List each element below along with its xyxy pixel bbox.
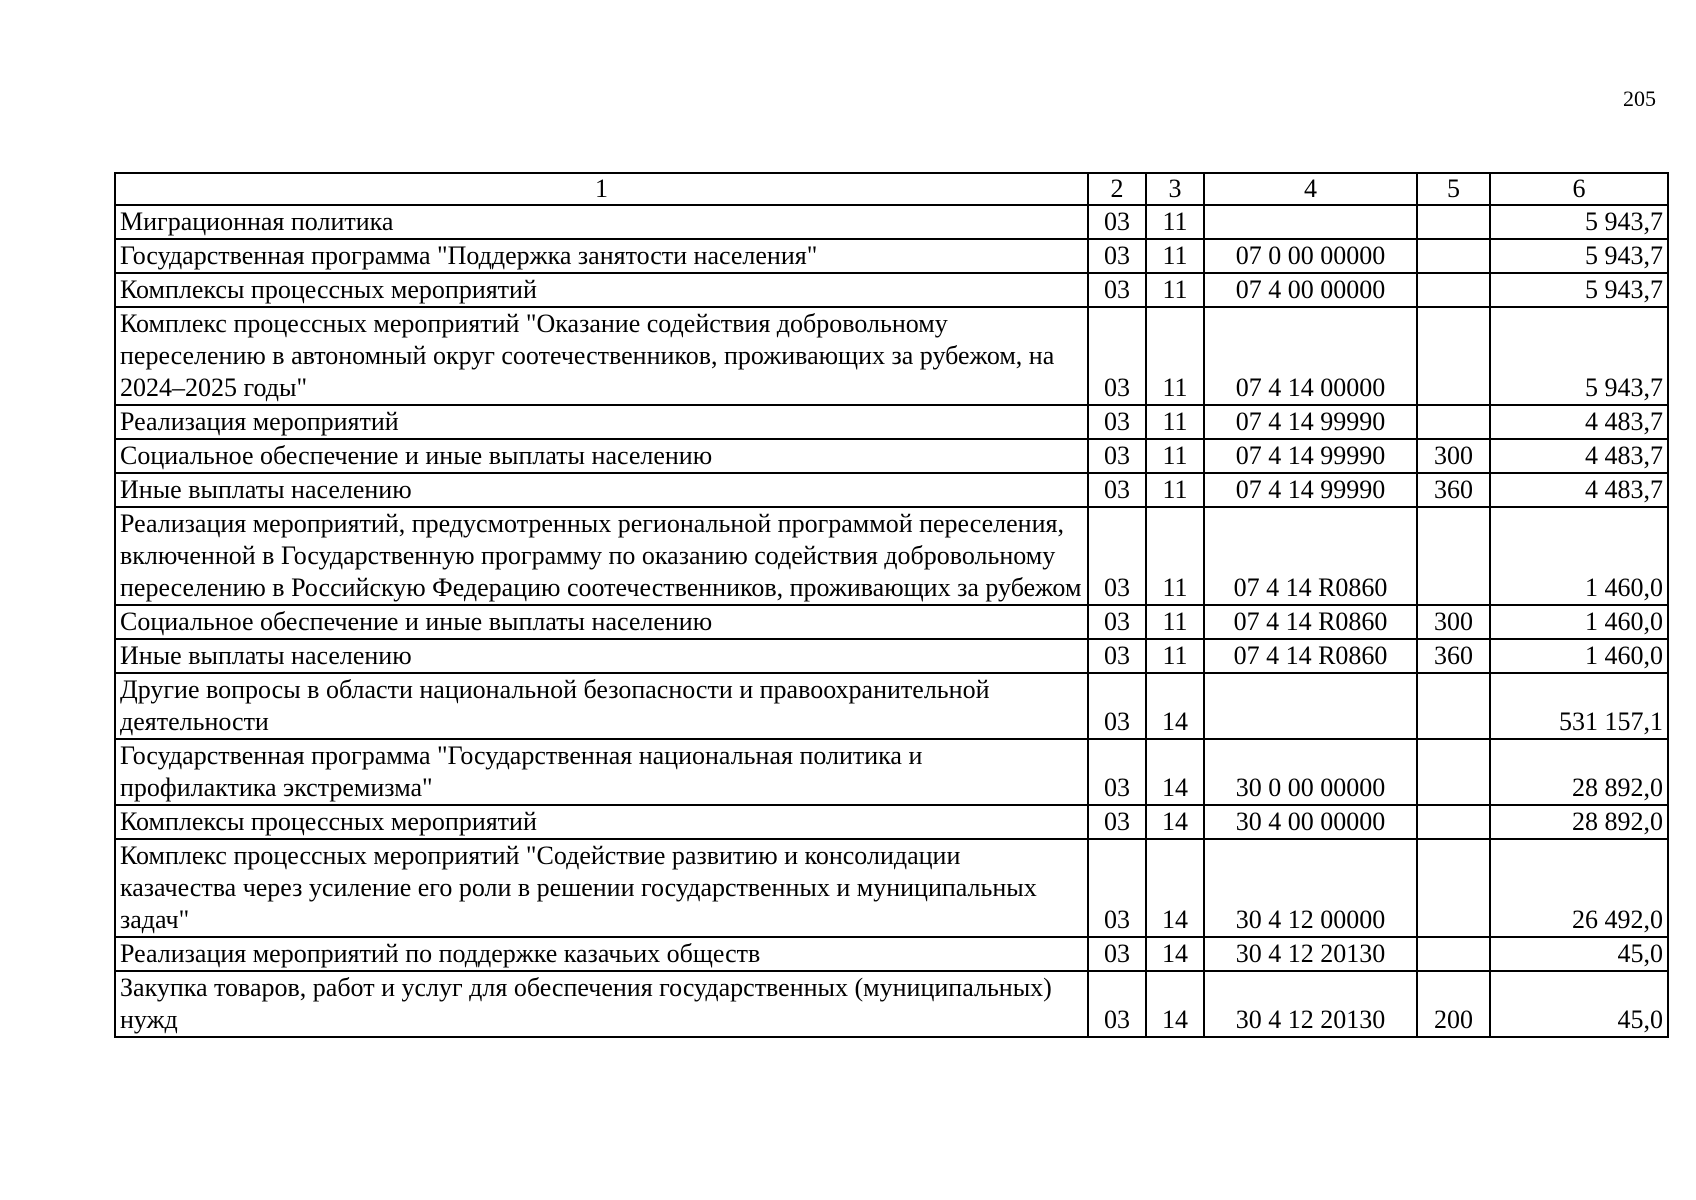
row-amount-cell: 5 943,7: [1490, 273, 1668, 307]
table-row: [115, 673, 1668, 739]
row-subsection-cell: 11: [1146, 307, 1204, 405]
row-target-article-cell: 30 4 12 20130: [1204, 971, 1417, 1037]
header-col-5: 5: [1417, 173, 1490, 205]
row-target-article-cell: 30 4 12 00000: [1204, 839, 1417, 937]
row-expense-type-cell: 360: [1417, 639, 1490, 673]
table-row: [115, 805, 1668, 839]
row-section-cell: 03: [1088, 405, 1146, 439]
header-col-4: 4: [1204, 173, 1417, 205]
row-name-cell: Государственная программа "Поддержка занятости населения": [115, 239, 1088, 273]
row-subsection-cell: 11: [1146, 239, 1204, 273]
row-expense-type-cell: [1417, 839, 1490, 937]
row-section-cell: 03: [1088, 639, 1146, 673]
table-row: [115, 273, 1668, 307]
table-row: [115, 405, 1668, 439]
row-section-cell: 03: [1088, 307, 1146, 405]
row-target-article-cell: 07 4 14 99990: [1204, 405, 1417, 439]
table-row: [115, 205, 1668, 239]
row-section-cell: 03: [1088, 805, 1146, 839]
row-amount-cell: 531 157,1: [1490, 673, 1668, 739]
row-target-article-cell: 07 4 14 99990: [1204, 439, 1417, 473]
header-col-6: 6: [1490, 173, 1668, 205]
row-target-article-cell: 07 4 00 00000: [1204, 273, 1417, 307]
row-name-cell: Иные выплаты населению: [115, 473, 1088, 507]
row-subsection-cell: 14: [1146, 805, 1204, 839]
row-subsection-cell: 11: [1146, 639, 1204, 673]
row-name-cell: Социальное обеспечение и иные выплаты населению: [115, 439, 1088, 473]
row-amount-cell: 4 483,7: [1490, 473, 1668, 507]
table-row: [115, 971, 1668, 1037]
row-amount-cell: 5 943,7: [1490, 239, 1668, 273]
row-section-cell: 03: [1088, 239, 1146, 273]
row-amount-cell: 5 943,7: [1490, 307, 1668, 405]
row-amount-cell: 28 892,0: [1490, 739, 1668, 805]
row-name-cell: Иные выплаты населению: [115, 639, 1088, 673]
row-amount-cell: 28 892,0: [1490, 805, 1668, 839]
header-col-1: 1: [115, 173, 1088, 205]
row-expense-type-cell: 300: [1417, 605, 1490, 639]
row-section-cell: 03: [1088, 839, 1146, 937]
table-row: [115, 605, 1668, 639]
row-expense-type-cell: [1417, 805, 1490, 839]
row-name-cell: Государственная программа "Государственная национальная политика и профилактика экстремизма": [115, 739, 1088, 805]
row-expense-type-cell: 360: [1417, 473, 1490, 507]
row-subsection-cell: 14: [1146, 739, 1204, 805]
table-row: [115, 439, 1668, 473]
row-expense-type-cell: [1417, 405, 1490, 439]
row-amount-cell: 45,0: [1490, 937, 1668, 971]
row-target-article-cell: 07 4 14 R0860: [1204, 507, 1417, 605]
row-expense-type-cell: [1417, 205, 1490, 239]
table-row: [115, 839, 1668, 937]
row-name-cell: Комплексы процессных мероприятий: [115, 805, 1088, 839]
row-expense-type-cell: [1417, 273, 1490, 307]
row-name-cell: Комплекс процессных мероприятий "Содействие развитию и консолидации казачества через усиление его роли в решении государственных и муниципальных задач": [115, 839, 1088, 937]
row-name-cell: Закупка товаров, работ и услуг для обеспечения государственных (муниципальных) нужд: [115, 971, 1088, 1037]
row-name-cell: Другие вопросы в области национальной безопасности и правоохранительной деятельности: [115, 673, 1088, 739]
row-name-cell: Реализация мероприятий: [115, 405, 1088, 439]
row-target-article-cell: 30 0 00 00000: [1204, 739, 1417, 805]
row-subsection-cell: 11: [1146, 605, 1204, 639]
header-col-2: 2: [1088, 173, 1146, 205]
row-amount-cell: 5 943,7: [1490, 205, 1668, 239]
row-section-cell: 03: [1088, 473, 1146, 507]
row-subsection-cell: 11: [1146, 473, 1204, 507]
row-section-cell: 03: [1088, 937, 1146, 971]
row-section-cell: 03: [1088, 605, 1146, 639]
row-subsection-cell: 14: [1146, 839, 1204, 937]
budget-table: [114, 172, 1669, 1038]
row-target-article-cell: 07 4 14 99990: [1204, 473, 1417, 507]
row-subsection-cell: 14: [1146, 673, 1204, 739]
row-name-cell: Реализация мероприятий, предусмотренных региональной программой переселения, включенной в Государственную программу по оказанию содействия добровольному переселению в Российскую Федерацию соотечественников, проживающих за рубежом: [115, 507, 1088, 605]
row-subsection-cell: 11: [1146, 205, 1204, 239]
row-subsection-cell: 11: [1146, 507, 1204, 605]
row-amount-cell: 45,0: [1490, 971, 1668, 1037]
page-number: 205: [1623, 86, 1656, 111]
row-expense-type-cell: [1417, 937, 1490, 971]
row-section-cell: 03: [1088, 273, 1146, 307]
row-target-article-cell: [1204, 673, 1417, 739]
row-amount-cell: 4 483,7: [1490, 439, 1668, 473]
row-target-article-cell: [1204, 205, 1417, 239]
table-row: [115, 473, 1668, 507]
row-target-article-cell: 07 4 14 R0860: [1204, 605, 1417, 639]
table-body: [115, 205, 1668, 1037]
table-row: [115, 937, 1668, 971]
row-expense-type-cell: 200: [1417, 971, 1490, 1037]
row-name-cell: Социальное обеспечение и иные выплаты населению: [115, 605, 1088, 639]
row-section-cell: 03: [1088, 507, 1146, 605]
row-section-cell: 03: [1088, 739, 1146, 805]
row-section-cell: 03: [1088, 205, 1146, 239]
row-target-article-cell: 07 4 14 00000: [1204, 307, 1417, 405]
row-section-cell: 03: [1088, 439, 1146, 473]
row-subsection-cell: 14: [1146, 971, 1204, 1037]
row-amount-cell: 1 460,0: [1490, 507, 1668, 605]
row-expense-type-cell: [1417, 673, 1490, 739]
row-amount-cell: 4 483,7: [1490, 405, 1668, 439]
table-row: [115, 307, 1668, 405]
row-section-cell: 03: [1088, 673, 1146, 739]
table-header-row: [115, 173, 1668, 205]
row-name-cell: Миграционная политика: [115, 205, 1088, 239]
row-amount-cell: 1 460,0: [1490, 605, 1668, 639]
row-amount-cell: 26 492,0: [1490, 839, 1668, 937]
row-expense-type-cell: 300: [1417, 439, 1490, 473]
row-name-cell: Реализация мероприятий по поддержке казачьих обществ: [115, 937, 1088, 971]
row-subsection-cell: 11: [1146, 273, 1204, 307]
row-amount-cell: 1 460,0: [1490, 639, 1668, 673]
table-row: [115, 639, 1668, 673]
table-row: [115, 239, 1668, 273]
row-name-cell: Комплекс процессных мероприятий "Оказание содействия добровольному переселению в автономный округ соотечественников, проживающих за рубежом, на 2024–2025 годы": [115, 307, 1088, 405]
row-name-cell: Комплексы процессных мероприятий: [115, 273, 1088, 307]
row-target-article-cell: 30 4 00 00000: [1204, 805, 1417, 839]
header-col-3: 3: [1146, 173, 1204, 205]
row-expense-type-cell: [1417, 739, 1490, 805]
row-subsection-cell: 11: [1146, 405, 1204, 439]
row-subsection-cell: 14: [1146, 937, 1204, 971]
table-row: [115, 739, 1668, 805]
row-target-article-cell: 07 4 14 R0860: [1204, 639, 1417, 673]
row-target-article-cell: 30 4 12 20130: [1204, 937, 1417, 971]
row-expense-type-cell: [1417, 307, 1490, 405]
row-target-article-cell: 07 0 00 00000: [1204, 239, 1417, 273]
row-expense-type-cell: [1417, 507, 1490, 605]
row-section-cell: 03: [1088, 971, 1146, 1037]
row-subsection-cell: 11: [1146, 439, 1204, 473]
row-expense-type-cell: [1417, 239, 1490, 273]
table-row: [115, 507, 1668, 605]
